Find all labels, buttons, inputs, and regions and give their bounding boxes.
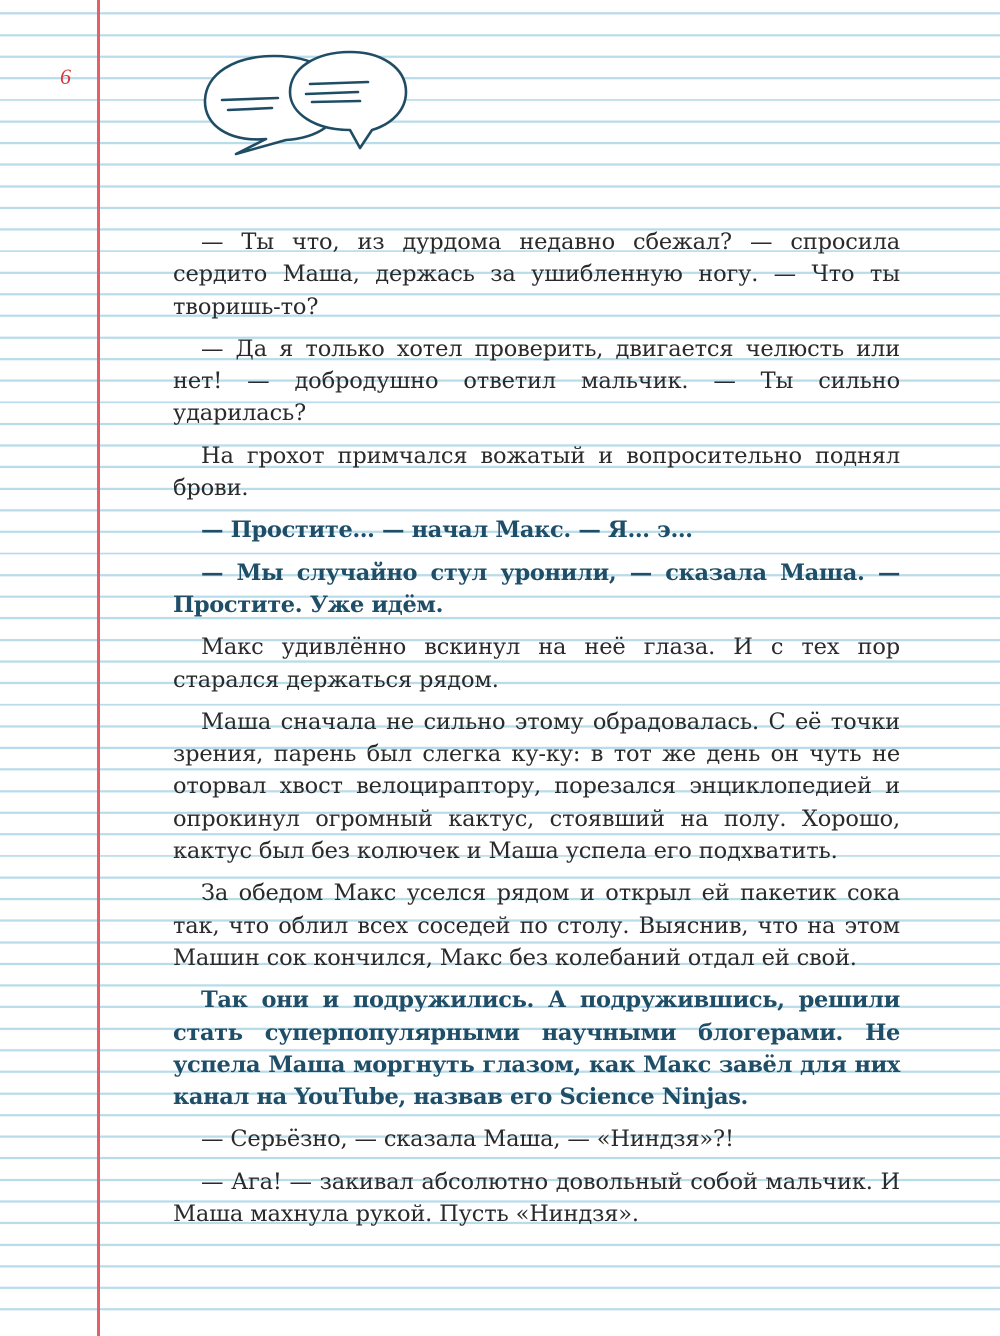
- paragraph-9: Так они и подружились. А подружившись, решили стать суперпопулярными научными блогерами. Не успела Маша моргнуть глазом, как Макс завёл для них канал на YouTube, назвав его Science Ninjas.: [173, 987, 900, 1111]
- speech-bubbles-icon: [200, 44, 415, 159]
- story-text: [173, 226, 900, 1240]
- paragraph-1: — Ты что, из дурдома недавно сбежал? — спросила сердито Маша, держась за ушибленную ногу. — Что ты творишь-то?: [173, 229, 900, 320]
- paragraph-3: На грохот примчался вожатый и вопросительно поднял брови.: [173, 442, 900, 502]
- paragraph-6: Макс удивлённо вскинул на неё глаза. И с тех пор старался держаться рядом.: [173, 634, 900, 693]
- paragraph-2: — Да я только хотел проверить, двигается челюсть или нет! — добродушно ответил мальчик. — Ты сильно ударилась?: [173, 335, 900, 427]
- paragraph-7: Маша сначала не сильно этому обрадовалась. С её точки зрения, парень был слегка ку-ку: в тот же день он чуть не оторвал хвост велоцираптору, порезался энциклопедией и опрокинул огромный кактус, стоявший на полу. Хорошо, кактус был без колючек и Маша успела его подхватить.: [173, 708, 900, 865]
- paragraph-10: — Серьёзно, — сказала Маша, — «Ниндзя»?!: [201, 1126, 734, 1153]
- paragraph-11: — Ага! — закивал абсолютно довольный собой мальчик. И Маша махнула рукой. Пусть «Ниндзя».: [173, 1168, 900, 1228]
- paragraph-5: — Мы случайно стул уронили, — сказала Маша. — Простите. Уже идём.: [173, 559, 900, 618]
- paragraph-4: — Простите… — начал Макс. — Я… э…: [201, 517, 693, 544]
- notebook-margin-line: [97, 0, 100, 1336]
- page-number: 6: [60, 64, 71, 89]
- paragraph-8: За обедом Макс уселся рядом и открыл ей пакетик сока так, что облил всех соседей по столу. Выяснив, что на этом Машин сок кончился, Макс без колебаний отдал ей свой.: [173, 880, 900, 971]
